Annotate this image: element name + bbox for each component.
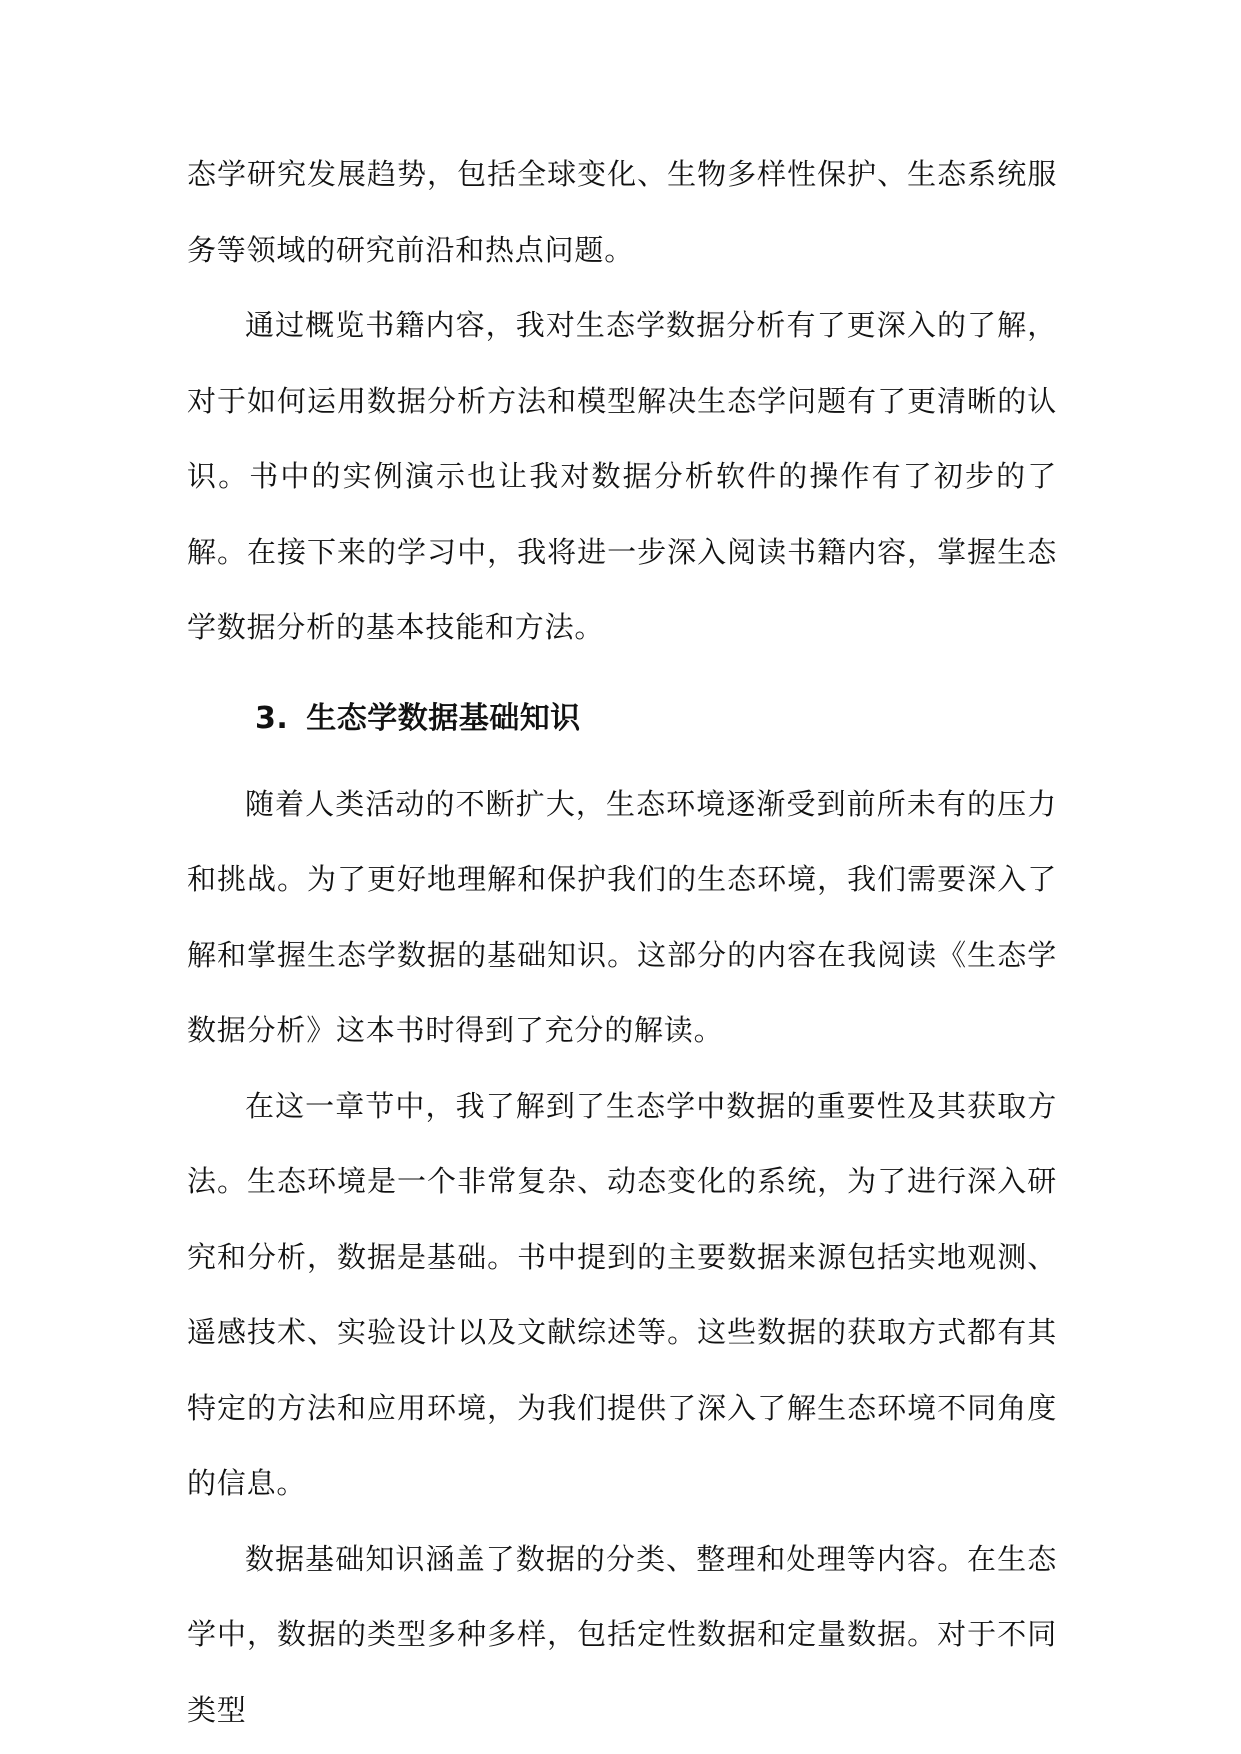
paragraph-overview-summary: 通过概览书籍内容，我对生态学数据分析有了更深入的了解，对于如何运用数据分析方法和模型解决生态学问题有了更清晰的认识。书中的实例演示也让我对数据分析软件的操作有了初步的了解。在接下来的学习中，我将进一步深入阅读书籍内容，掌握生态学数据分析的基本技能和方法。 — [187, 308, 1057, 644]
section-title: 生态学数据基础知识 — [306, 700, 581, 736]
section-heading — [187, 689, 1057, 749]
paragraph-data-sources: 在这一章节中，我了解到了生态学中数据的重要性及其获取方法。生态环境是一个非常复杂、动态变化的系统，为了进行深入研究和分析，数据是基础。书中提到的主要数据来源包括实地观测、遥感技术、实验设计以及文献综述等。这些数据的获取方式都有其特定的方法和应用环境，为我们提供了深入了解生态环境不同角度的信息。 — [187, 1088, 1057, 1500]
document-body — [187, 137, 1057, 1748]
paragraph-intro: 随着人类活动的不断扩大，生态环境逐渐受到前所未有的压力和挑战。为了更好地理解和保护我们的生态环境，我们需要深入了解和掌握生态学数据的基础知识。这部分的内容在我阅读《生态学数据分析》这本书时得到了充分的解读。 — [187, 786, 1057, 1047]
section-number: 3. — [255, 700, 289, 736]
paragraph-data-types: 数据基础知识涵盖了数据的分类、整理和处理等内容。在生态学中，数据的类型多种多样，包括定性数据和定量数据。对于不同类型 — [187, 1541, 1057, 1727]
paragraph-continuation: 态学研究发展趋势，包括全球变化、生物多样性保护、生态系统服务等领域的研究前沿和热点问题。 — [187, 157, 1057, 267]
